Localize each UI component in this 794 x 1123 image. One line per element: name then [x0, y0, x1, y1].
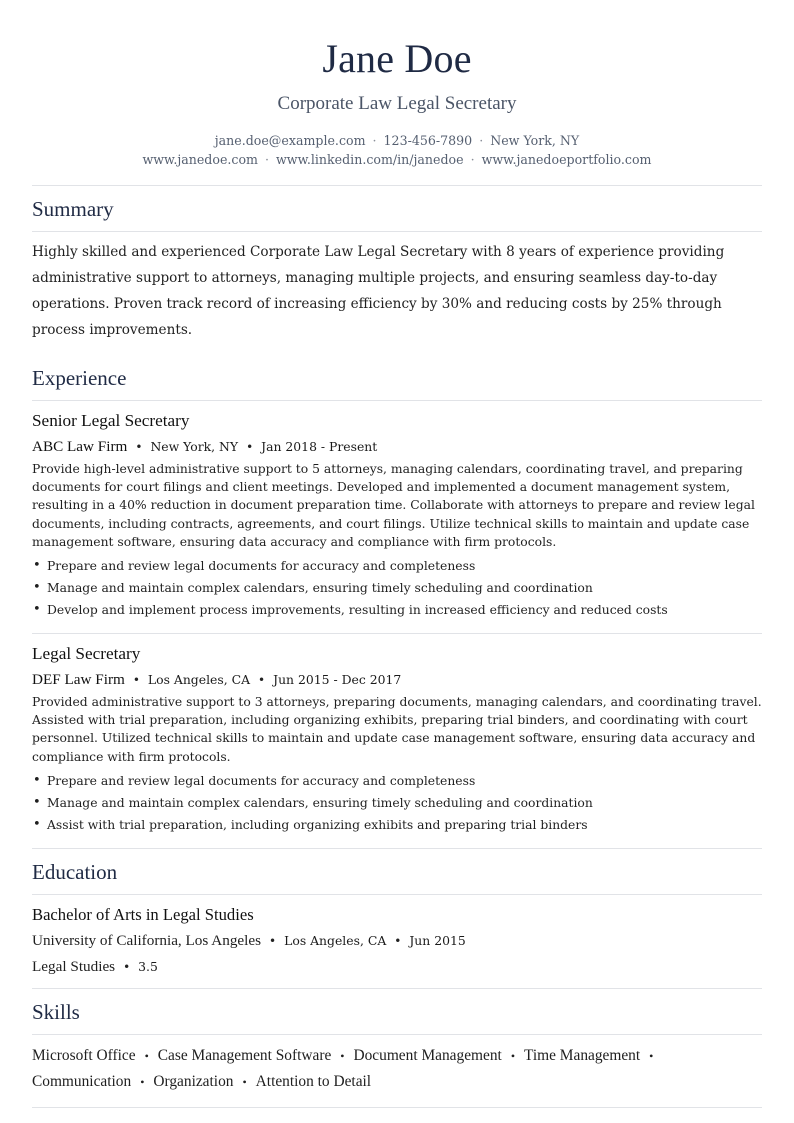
list-item [32, 792, 762, 814]
bullet-icon: • [33, 602, 41, 618]
candidate-name: Jane Doe [322, 36, 472, 81]
bullet-separator: • [269, 933, 277, 948]
bullet-separator: • [140, 1074, 145, 1089]
job-title: Legal Secretary [32, 644, 141, 664]
bullet-separator: • [649, 1048, 654, 1063]
bullet-text: Prepare and review legal documents for accuracy and completeness [47, 559, 476, 574]
bullet-separator: • [123, 959, 131, 974]
linkedin-link[interactable]: www.linkedin.com/in/janedoe [276, 152, 464, 167]
list-item [32, 814, 762, 836]
resume-header [32, 0, 762, 169]
separator: · [372, 133, 377, 148]
job-dates: Jun 2015 - Dec 2017 [273, 672, 402, 688]
separator: · [265, 152, 270, 167]
skill-item: Document Management [353, 1046, 502, 1064]
bullet-separator: • [242, 1074, 247, 1089]
job-description: Provide high-level administrative support to 5 attorneys, managing calendars, coordinating travel, and preparing documents for court filings and client meetings. Developed and implemented a document management system, resulting in a 40% reduction in document preparation time. Collaborate with attorneys to prepare and review legal documents, including contracts, agreements, and court filings. Utilize technical skills to maintain and update case management software, ensuring data accuracy and compliance with firm protocols. [32, 462, 755, 549]
bullet-separator: • [510, 1048, 516, 1063]
skill-item: Microsoft Office [32, 1046, 136, 1064]
list-item [32, 555, 762, 577]
bullet-separator: • [135, 440, 143, 454]
bullet-text: Develop and implement process improvements, resulting in increased efficiency and reduced costs [47, 603, 668, 618]
bullet-icon: • [33, 816, 41, 832]
phone-text: 123-456-7890 [383, 133, 473, 148]
job-meta [32, 669, 762, 690]
bullet-text: Manage and maintain complex calendars, ensuring timely scheduling and coordination [47, 795, 593, 810]
list-item [32, 577, 762, 599]
email-link[interactable]: jane.doe@example.com [214, 133, 366, 148]
candidate-title: Corporate Law Legal Secretary [277, 93, 517, 114]
contact-line-2 [32, 150, 762, 169]
bullet-text: Manage and maintain complex calendars, ensuring timely scheduling and coordination [47, 581, 593, 596]
list-item [32, 770, 762, 792]
experience-heading: Experience [32, 366, 127, 390]
education-field-line [32, 955, 762, 978]
bullet-separator: • [246, 440, 254, 454]
gpa-value: 3.5 [138, 958, 158, 974]
contact-line-1 [32, 131, 762, 150]
job-entry [32, 634, 762, 848]
summary-text: Highly skilled and experienced Corporate Law Legal Secretary with 8 years of experience providing administrative support to attorneys, managing multiple projects, and ensuring seamless day-to-day operations. Proven track record of increasing efficiency by 30% and reducing costs by 25% through process improvements. [32, 244, 725, 338]
skill-item: Case Management Software [157, 1046, 332, 1064]
education-heading: Education [32, 859, 118, 884]
bullet-text: Prepare and review legal documents for accuracy and completeness [47, 773, 476, 788]
job-location: Los Angeles, CA [147, 672, 251, 688]
separator: · [470, 152, 475, 167]
skill-item: Time Management [524, 1046, 641, 1064]
website-link[interactable]: www.janedoe.com [142, 152, 258, 167]
skill-item: Communication [32, 1072, 132, 1090]
portfolio-link[interactable]: www.janedoeportfolio.com [481, 152, 652, 167]
education-meta [32, 929, 762, 952]
graduation-date: Jun 2015 [409, 932, 466, 948]
location-text: New York, NY [490, 133, 580, 148]
job-bullets [32, 555, 762, 621]
field-of-study: Legal Studies [32, 957, 116, 975]
bullet-icon: • [33, 580, 41, 596]
school-location: Los Angeles, CA [284, 932, 387, 948]
skills-heading: Skills [32, 999, 80, 1024]
bullet-separator: • [132, 673, 140, 688]
bullet-text: Assist with trial preparation, including organizing exhibits and preparing trial binders [47, 817, 588, 832]
summary-heading: Summary [32, 197, 114, 221]
job-meta [32, 436, 762, 457]
bullet-separator: • [340, 1048, 345, 1063]
divider [32, 1107, 762, 1108]
job-dates: Jan 2018 - Present [261, 439, 378, 454]
job-location: New York, NY [150, 439, 239, 454]
separator: · [479, 133, 484, 148]
list-item [32, 599, 762, 621]
bullet-icon: • [33, 794, 41, 810]
job-description: Provided administrative support to 3 attorneys, preparing documents, managing calendars, and coordinating travel. Assisted with trial preparation, including organizing exhibits, preparing trial binders, and coordinating with court personnel. Utilized technical skills to maintain and update case management software, ensuring data accuracy and compliance with firm protocols. [32, 695, 762, 764]
job-title: Senior Legal Secretary [32, 411, 190, 430]
job-entry [32, 401, 762, 633]
bullet-separator: • [144, 1048, 149, 1063]
degree-title: Bachelor of Arts in Legal Studies [32, 904, 254, 924]
job-bullets [32, 770, 762, 836]
skill-item: Attention to Detail [255, 1072, 372, 1090]
bullet-icon: • [33, 558, 41, 574]
bullet-separator: • [394, 933, 402, 948]
bullet-icon: • [33, 772, 41, 788]
skills-list [32, 1035, 762, 1107]
education-entry [32, 895, 762, 988]
company-name: ABC Law Firm [32, 438, 128, 455]
bullet-separator: • [258, 673, 266, 688]
company-name: DEF Law Firm [32, 671, 125, 689]
school-name: University of California, Los Angeles [32, 931, 262, 949]
skill-item: Organization [153, 1072, 234, 1090]
